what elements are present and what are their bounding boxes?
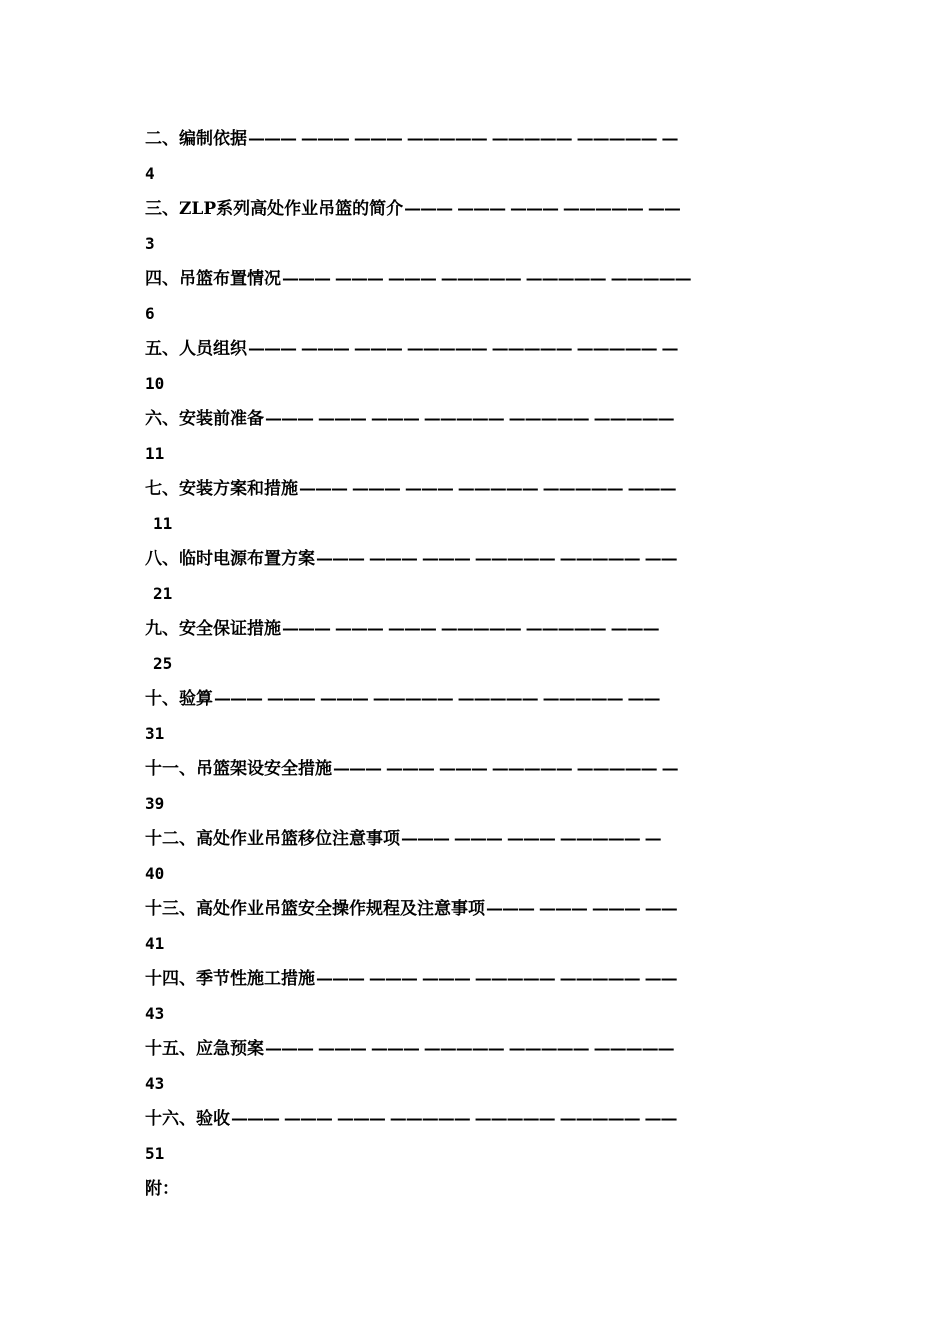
toc-entry [145,682,805,752]
toc-entry [145,542,805,612]
toc-entry [145,822,805,892]
toc-leader-dashes: ——— ——— ——— ————— ————— ——— [282,619,659,639]
toc-entry-line [145,1032,805,1066]
toc-entry-page-number: 4 [145,164,155,183]
toc-entry-title: 十、验算 [145,689,213,709]
toc-entry-page-number: 11 [145,444,165,463]
toc-entry-line [145,892,805,926]
toc-entry-line [145,752,805,786]
toc-entry-title: 五、人员组织 [145,339,247,359]
appendix-label: 附： [145,1179,179,1199]
toc-entry [145,752,805,822]
toc-entry-page-number: 31 [145,724,165,743]
toc-leader-dashes: ——— ——— ——— ————— — [401,829,661,849]
toc-leader-dashes: ——— ——— ——— ————— ————— ————— — [248,129,678,149]
toc-leader-dashes: ——— ——— ——— —— [486,899,677,919]
toc-entry-title: 十三、高处作业吊篮安全操作规程及注意事项 [145,899,485,919]
toc-entry-line [145,822,805,856]
toc-entry [145,1032,805,1102]
toc-entry-title: 八、临时电源布置方案 [145,549,315,569]
toc-entry [145,332,805,402]
toc-entry-title: 七、安装方案和措施 [145,479,298,499]
toc-entry-title: 十五、应急预案 [145,1039,264,1059]
toc-leader-dashes: ——— ——— ——— ————— ————— ————— [282,269,691,289]
toc-entry-line [145,192,805,226]
toc-entry-title: 十一、吊篮架设安全措施 [145,759,332,779]
toc-entry [145,262,805,332]
toc-entry-title: 九、安全保证措施 [145,619,281,639]
toc-entry-page-number: 3 [145,234,155,253]
toc-entry-page-number: 40 [145,864,165,883]
toc-leader-dashes: ——— ——— ——— ————— ————— ——— [299,479,676,499]
toc-entry-page-number: 25 [153,654,173,673]
toc-entry-title: 四、吊篮布置情况 [145,269,281,289]
toc-entry-page-number: 41 [145,934,165,953]
toc-entry [145,192,805,262]
toc-entry-line [145,122,805,156]
toc-entry [145,892,805,962]
toc-entry-line [145,962,805,996]
toc-leader-dashes: ——— ——— ——— ————— ————— ————— —— [214,689,660,709]
toc-entry-line [145,1102,805,1136]
toc-leader-dashes: ——— ——— ——— ————— ————— —— [316,969,677,989]
toc-entry-title: 十四、季节性施工措施 [145,969,315,989]
toc-leader-dashes: ——— ——— ——— ————— ————— ————— [265,409,674,429]
toc-entry [145,402,805,472]
toc-entry-title: 十六、验收 [145,1109,230,1129]
toc-entry-line [145,332,805,366]
toc-leader-dashes: ——— ——— ——— ————— —— [404,199,680,219]
toc-entry-page-number: 43 [145,1074,165,1093]
toc-leader-dashes: ——— ——— ——— ————— ————— —— [316,549,677,569]
toc-entry [145,1102,805,1172]
toc-leader-dashes: ——— ——— ——— ————— ————— ————— [265,1039,674,1059]
toc-entry-page-number: 21 [153,584,173,603]
toc-entry-line [145,542,805,576]
toc-entry [145,472,805,542]
toc-entry-page-number: 6 [145,304,155,323]
toc-entry-line [145,612,805,646]
toc-entry-page-number: 11 [153,514,173,533]
toc-entry-line [145,682,805,716]
table-of-contents [145,122,805,1206]
toc-leader-dashes: ——— ——— ——— ————— ————— — [333,759,678,779]
toc-entry-line [145,262,805,296]
toc-entry-title: 六、安装前准备 [145,409,264,429]
toc-leader-dashes: ——— ——— ——— ————— ————— ————— — [248,339,678,359]
toc-list [145,122,805,1172]
toc-entry-page-number: 51 [145,1144,165,1163]
toc-entry [145,122,805,192]
toc-leader-dashes: ——— ——— ——— ————— ————— ————— —— [231,1109,677,1129]
toc-entry-line [145,402,805,436]
toc-entry-title: 十二、高处作业吊篮移位注意事项 [145,829,400,849]
toc-entry-title: 三、ZLP系列高处作业吊篮的简介 [145,199,404,219]
toc-entry-page-number: 43 [145,1004,165,1023]
toc-entry-page-number: 39 [145,794,165,813]
toc-entry-page-number: 10 [145,374,165,393]
toc-entry-line [145,472,805,506]
toc-entry [145,962,805,1032]
toc-entry [145,612,805,682]
toc-entry-title: 二、编制依据 [145,129,247,149]
